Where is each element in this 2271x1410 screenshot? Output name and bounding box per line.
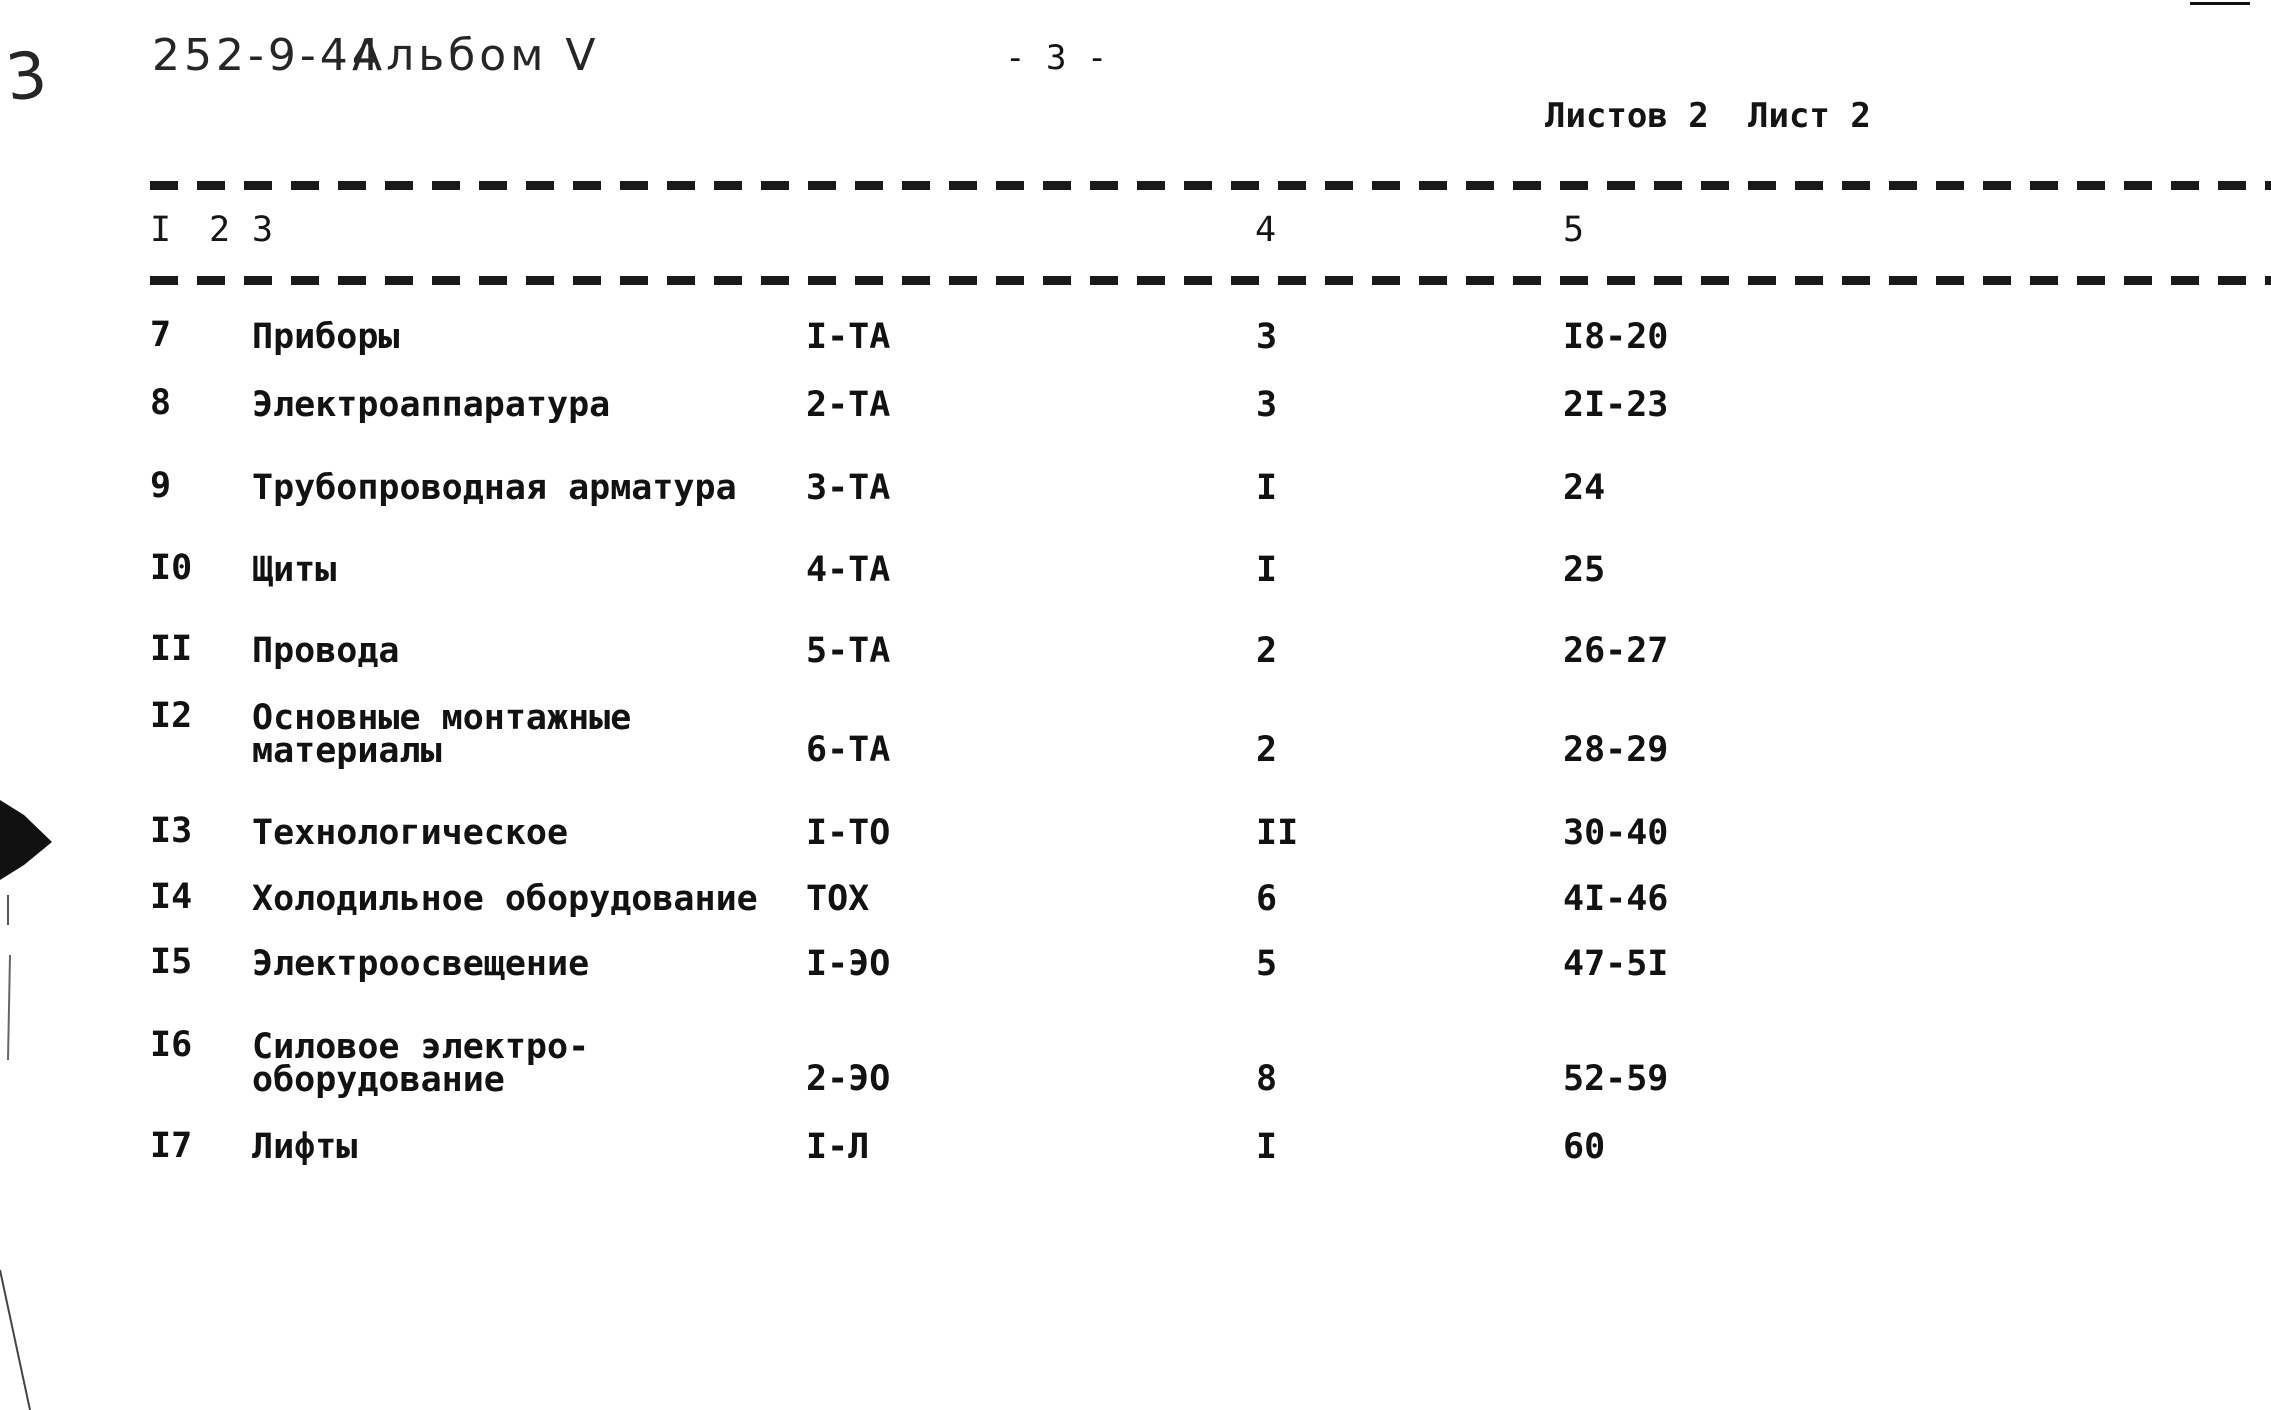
row-number: 8 — [150, 383, 172, 423]
row-sheets: I — [1256, 550, 1278, 590]
row-mark: 2-ЭО — [806, 1059, 891, 1099]
document-code: 252-9-44 — [152, 30, 384, 81]
row-mark: 5-ТА — [806, 631, 891, 671]
row-number: 7 — [150, 315, 172, 355]
row-number: I3 — [150, 811, 193, 851]
row-mark: I-Л — [806, 1127, 870, 1167]
row-number: I2 — [150, 696, 193, 736]
row-sheets: 5 — [1256, 944, 1278, 984]
row-sheets: II — [1256, 813, 1299, 853]
row-sheets: 8 — [1256, 1059, 1278, 1099]
row-name: Трубопроводная арматура — [252, 468, 737, 508]
row-name: Лифты — [252, 1127, 358, 1167]
row-mark: 4-ТА — [806, 550, 891, 590]
row-sheets: 2 — [1256, 631, 1278, 671]
corner-scan-mark — [2190, 2, 2250, 5]
page-number: - 3 - — [1005, 38, 1108, 78]
row-pages: 4I-46 — [1563, 879, 1669, 919]
row-mark: ТОХ — [806, 879, 870, 919]
row-sheets: I — [1256, 1127, 1278, 1167]
row-name: Основные монтажные — [252, 698, 632, 738]
table-top-rule — [150, 181, 2271, 190]
row-name: Щиты — [252, 550, 337, 590]
row-number: II — [150, 629, 193, 669]
row-name: Технологическое — [252, 813, 569, 853]
row-name: Силовое электро- — [252, 1027, 590, 1067]
margin-page-mark: 3 — [2, 37, 55, 117]
row-number: I5 — [150, 942, 193, 982]
row-pages: 60 — [1563, 1127, 1606, 1167]
binding-hole-mark — [0, 800, 52, 880]
row-mark: I-ЭО — [806, 944, 891, 984]
scan-line — [8, 955, 10, 1060]
row-mark: 6-ТА — [806, 730, 891, 770]
row-pages: 24 — [1563, 468, 1606, 508]
row-pages: 26-27 — [1563, 631, 1669, 671]
row-mark: I-ТА — [806, 317, 891, 357]
column-header-1: I — [150, 210, 172, 250]
row-name: Электроаппаратура — [252, 385, 611, 425]
row-number: 9 — [150, 466, 172, 506]
row-sheets: 6 — [1256, 879, 1278, 919]
scan-edge-artifacts — [0, 0, 80, 1410]
row-pages: 47-5I — [1563, 944, 1669, 984]
row-name: Электроосвещение — [252, 944, 590, 984]
column-header-2: 2 — [209, 210, 231, 250]
row-pages: 28-29 — [1563, 730, 1669, 770]
column-header-5: 5 — [1563, 210, 1585, 250]
row-pages: 2I-23 — [1563, 385, 1669, 425]
row-name-continuation: материалы — [252, 731, 442, 771]
row-number: I6 — [150, 1025, 193, 1065]
row-name: Провода — [252, 631, 400, 671]
column-header-4: 4 — [1255, 210, 1277, 250]
row-sheets: I — [1256, 468, 1278, 508]
scan-line — [0, 1270, 30, 1410]
row-sheets: 2 — [1256, 730, 1278, 770]
row-pages: 25 — [1563, 550, 1606, 590]
sheet-number: Лист 2 — [1748, 96, 1871, 136]
row-name: Холодильное оборудование — [252, 879, 758, 919]
row-name: Приборы — [252, 317, 400, 357]
table-header-rule — [150, 276, 2271, 285]
row-pages: I8-20 — [1563, 317, 1669, 357]
row-mark: I-ТО — [806, 813, 891, 853]
row-number: I7 — [150, 1126, 193, 1166]
row-mark: 2-ТА — [806, 385, 891, 425]
row-pages: 30-40 — [1563, 813, 1669, 853]
row-sheets: 3 — [1256, 385, 1278, 425]
row-name-continuation: оборудование — [252, 1060, 505, 1100]
column-header-3: 3 — [252, 210, 274, 250]
row-number: I0 — [150, 548, 193, 588]
sheets-count: Листов 2 — [1545, 96, 1709, 136]
row-number: I4 — [150, 877, 193, 917]
row-mark: 3-ТА — [806, 468, 891, 508]
album-label: Альбом V — [352, 30, 600, 81]
row-pages: 52-59 — [1563, 1059, 1669, 1099]
row-sheets: 3 — [1256, 317, 1278, 357]
